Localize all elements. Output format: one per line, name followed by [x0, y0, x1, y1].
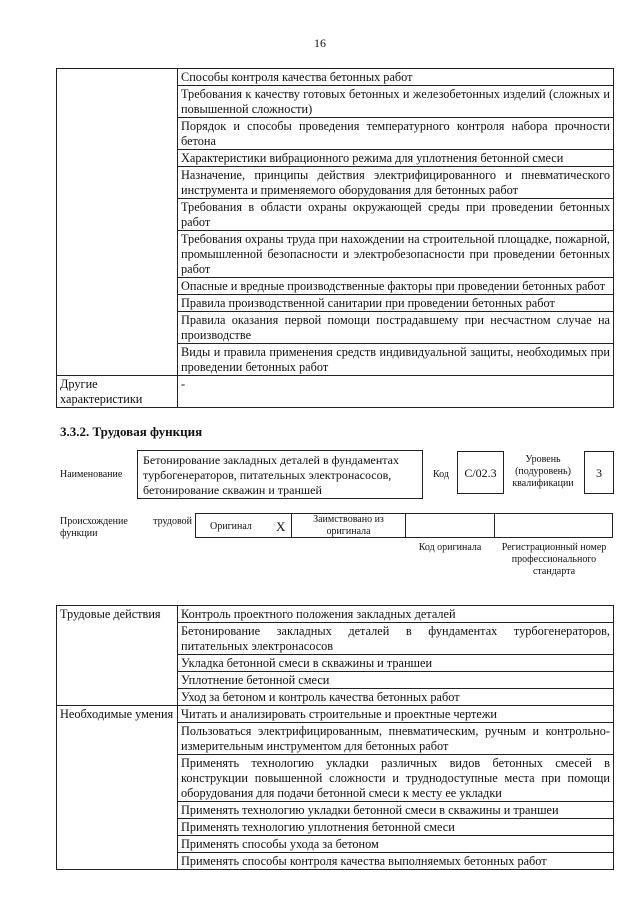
- table-cell: Требования в области охраны окружающей среды при проведении бетонных работ: [178, 199, 614, 231]
- table-cell: Применять технологию уплотнения бетонной смеси: [178, 819, 614, 836]
- table-label-cell: [57, 69, 178, 376]
- level-label: Уровень (подуровень) квалификации: [512, 454, 574, 489]
- reg-number-label: Регистрационный номер профессионального стандарта: [501, 542, 607, 577]
- table-cell: Применять способы контроля качества выполняемых бетонных работ: [178, 853, 614, 870]
- grid-divider: [494, 513, 495, 538]
- function-name-box: Бетонирование закладных деталей в фундаментах турбогенераторов, питательных электронасосов, бетонирование скважин и траншей: [137, 450, 423, 499]
- table-cell: Требования охраны труда при нахождении на строительной площадке, пожарной, промышленной безопасности и электробезопасности при проведении бетонных работ: [178, 231, 614, 278]
- original-mark: X: [276, 519, 286, 534]
- table-cell: Правила производственной санитарии при проведении бетонных работ: [178, 295, 614, 312]
- table-cell: Виды и правила применения средств индивидуальной защиты, необходимых при проведении бетонных работ: [178, 344, 614, 376]
- borrowed-label: Заимствовано из оригинала: [313, 514, 384, 537]
- table-cell: Правила оказания первой помощи пострадавшему при несчастном случае на производстве: [178, 312, 614, 344]
- labor-actions-label: Трудовые действия: [57, 606, 178, 706]
- table-cell: Характеристики вибрационного режима для уплотнения бетонной смеси: [178, 150, 614, 167]
- table-cell: Уход за бетоном и контроль качества бетонных работ: [178, 689, 614, 706]
- skills-label: Необходимые умения: [57, 706, 178, 870]
- name-label: Наименование: [60, 469, 123, 480]
- code-label: Код: [433, 469, 449, 480]
- table-cell: Назначение, принципы действия электрифицированного и пневматического инструмента и применяемого оборудования для бетонных работ: [178, 167, 614, 199]
- table-cell: Применять технологию укладки бетонной смеси в скважины и траншеи: [178, 802, 614, 819]
- table-row: [57, 69, 614, 86]
- table-cell: Опасные и вредные производственные факторы при проведении бетонных работ: [178, 278, 614, 295]
- table-cell: Пользоваться электрифицированным, пневматическим, ручным и контрольно-измерительным инструментом для бетонных работ: [178, 723, 614, 755]
- table-row: [57, 376, 614, 408]
- table-cell: Требования к качеству готовых бетонных и железобетонных изделий (сложных и повышенной сложности): [178, 86, 614, 118]
- table-row: [57, 706, 614, 723]
- other-characteristics-value: -: [178, 376, 614, 408]
- table-cell: Читать и анализировать строительные и проектные чертежи: [178, 706, 614, 723]
- table-row: [57, 606, 614, 623]
- table-cell: Укладка бетонной смеси в скважины и траншеи: [178, 655, 614, 672]
- table-cell: Контроль проектного положения закладных деталей: [178, 606, 614, 623]
- grid-divider: [405, 513, 406, 538]
- labor-function-table: [56, 605, 614, 870]
- table-cell: Применять технологию укладки различных видов бетонных смесей в конструкции повышенной сложности и труднодоступные места при помощи оборудования для подачи бетонной смеси к месту ее укладки: [178, 755, 614, 802]
- original-label: Оригинал: [210, 521, 252, 532]
- section-title: 3.3.2. Трудовая функция: [60, 424, 203, 439]
- table-cell: Порядок и способы проведения температурного контроля набора прочности бетона: [178, 118, 614, 150]
- knowledge-table: [56, 68, 614, 408]
- other-characteristics-label: Другие характеристики: [57, 376, 178, 408]
- level-value-box: 3: [584, 451, 614, 494]
- table-cell: Применять способы ухода за бетоном: [178, 836, 614, 853]
- table-cell: Уплотнение бетонной смеси: [178, 672, 614, 689]
- origin-label: Происхождение трудовой функции: [60, 516, 192, 539]
- table-cell: Бетонирование закладных деталей в фундаментах турбогенераторов, питательных электронасосов: [178, 623, 614, 655]
- table-cell: Способы контроля качества бетонных работ: [178, 69, 614, 86]
- code-original-label: Код оригинала: [418, 542, 482, 553]
- code-value-box: C/02.3: [457, 451, 504, 494]
- page-number: 16: [314, 36, 326, 50]
